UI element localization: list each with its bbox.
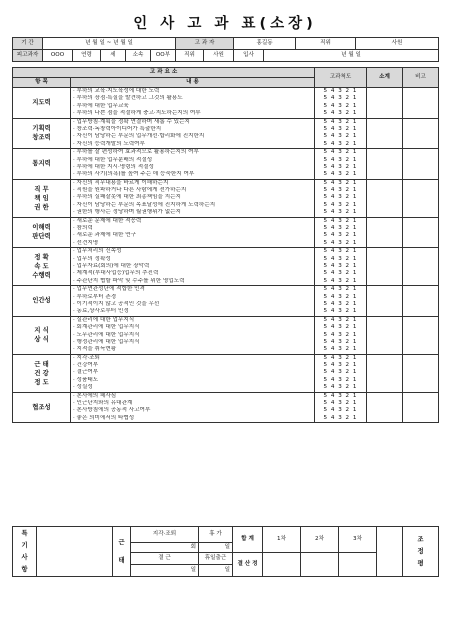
rating-scale[interactable]: 5 4 3 2 1 <box>323 140 358 147</box>
list-item: · 결근여부 <box>73 369 99 376</box>
list-item: · 업무방침·계획을 정확 연결하며 새롭 수 있는지 <box>73 118 190 125</box>
list-item: · 좋은 의미에서의 타협성 <box>73 414 135 421</box>
rating-scale[interactable]: 5 4 3 2 1 <box>323 232 358 239</box>
rank2-value: 사원 <box>204 50 234 62</box>
category-name: 협조성 <box>13 392 71 423</box>
special-notes-label: 특 기 사 항 <box>13 527 37 577</box>
dept-label: 소속 <box>126 50 151 62</box>
list-item: · 새로운 문제에 대한 적응력 <box>73 217 142 224</box>
rating-scale[interactable]: 5 4 3 2 1 <box>323 255 358 262</box>
list-item: · 자신의 능력개발의 노력여부 <box>73 140 145 147</box>
rating-scale[interactable]: 5 4 3 2 1 <box>323 400 358 407</box>
rating-scale[interactable]: 5 4 3 2 1 <box>323 110 358 117</box>
rating-scale[interactable]: 5 4 3 2 1 <box>323 262 358 269</box>
category-name: 통지력 <box>13 149 71 180</box>
rank2-label: 직위 <box>176 50 204 62</box>
category-row <box>13 286 439 317</box>
category-items <box>71 248 315 286</box>
rating-scale[interactable]: 5 4 3 2 1 <box>323 277 358 284</box>
rating-scale[interactable]: 5 4 3 2 1 <box>323 376 358 383</box>
list-item: · 성실성 <box>73 384 93 391</box>
item-header: 항 목 <box>13 78 71 88</box>
rating-scale[interactable]: 5 4 3 2 1 <box>323 225 358 232</box>
final-first <box>263 553 301 577</box>
rating-scale[interactable]: 5 4 3 2 1 <box>323 149 358 156</box>
subtotal-cell[interactable] <box>367 118 403 149</box>
category-row <box>13 217 439 248</box>
rating-scale[interactable]: 5 4 3 2 1 <box>323 239 358 246</box>
list-item: · 행정관리에 대한 업무지식 <box>73 338 140 345</box>
rating-scale[interactable]: 5 4 3 2 1 <box>323 217 358 224</box>
remark-cell[interactable] <box>403 354 439 392</box>
list-item: · 지각·조퇴 <box>73 354 100 361</box>
rating-scale[interactable]: 5 4 3 2 1 <box>323 392 358 399</box>
list-item: · 부하에 대한 지시·명령의 적절성 <box>73 163 154 170</box>
rank-label: 직위 <box>296 38 356 50</box>
rating-scale[interactable]: 5 4 3 2 1 <box>323 156 358 163</box>
rating-scale[interactable]: 5 4 3 2 1 <box>323 300 358 307</box>
list-item: · 부하의 나쁜 점을 적절하게 충고·지도하는지의 여부 <box>73 110 201 117</box>
remark-cell[interactable] <box>403 217 439 248</box>
remark-header: 비고 <box>403 68 439 88</box>
list-item: · 부하에 대한 업무교육 <box>73 102 129 109</box>
list-item: · 자신이 담당하는 부문의 목표달성에 진지하게 노력하는지 <box>73 201 216 208</box>
list-item: · 주관단지 협할 파악 및 수주를 위한 영업노력 <box>73 277 185 284</box>
list-item: · 성품태도 <box>73 376 99 383</box>
rating-scale[interactable]: 5 4 3 2 1 <box>323 125 358 132</box>
scale-cell <box>315 179 367 217</box>
list-item: · 새로운 과제에 대한 연구 <box>73 232 136 239</box>
rating-scale[interactable]: 5 4 3 2 1 <box>323 102 358 109</box>
list-item: · 본사에의 헤사심 <box>73 392 117 399</box>
list-item: · 업무처리의 신속성 <box>73 248 122 255</box>
rating-scale[interactable]: 5 4 3 2 1 <box>323 286 358 293</box>
subtotal-cell[interactable] <box>367 316 403 354</box>
rating-scale[interactable]: 5 4 3 2 1 <box>323 354 358 361</box>
rating-scale[interactable]: 5 4 3 2 1 <box>323 248 358 255</box>
scale-cell <box>315 217 367 248</box>
final-third <box>339 553 377 577</box>
category-name: 이해력 판단력 <box>13 217 71 248</box>
category-row <box>13 316 439 354</box>
rating-scale[interactable]: 5 4 3 2 1 <box>323 163 358 170</box>
subtotal-cell[interactable] <box>367 248 403 286</box>
subtotal-cell[interactable] <box>367 149 403 180</box>
total-label: 합 계 <box>233 527 263 553</box>
absence-days: 일 <box>131 565 199 577</box>
special-notes-content <box>37 527 113 577</box>
category-row <box>13 179 439 217</box>
second-label: 2차 <box>301 527 339 553</box>
late-early-label: 지각·조퇴 <box>131 527 199 543</box>
rating-scale[interactable]: 5 4 3 2 1 <box>323 346 358 353</box>
category-group-header: 고 과 요 소 <box>13 68 315 78</box>
appraisee-label: 피고과자 <box>13 50 43 62</box>
scale-cell <box>315 149 367 180</box>
list-item: · 업무의 정확성 <box>73 255 111 262</box>
category-name: 인간성 <box>13 286 71 317</box>
rating-scale[interactable]: 5 4 3 2 1 <box>323 384 358 391</box>
rating-scale[interactable]: 5 4 3 2 1 <box>323 308 358 315</box>
rating-scale[interactable]: 5 4 3 2 1 <box>323 293 358 300</box>
rating-scale[interactable]: 5 4 3 2 1 <box>323 338 358 345</box>
category-row <box>13 149 439 180</box>
adjust-label: 조 정 평 <box>403 527 439 577</box>
appraiser-name: 홍길동 <box>234 38 296 50</box>
list-item: · 노무관리에 대한 업무지식 <box>73 331 140 338</box>
period-value: 년 월 일 ~ 년 월 일 <box>43 38 176 50</box>
subtotal-cell[interactable] <box>367 179 403 217</box>
page-title: 인 사 고 과 표(소장) <box>133 16 317 32</box>
list-item: · 자신의 직무내용을 바르게 이해하는지 <box>73 179 169 186</box>
list-item: · 업무자료(회의)에 대한 장악력 <box>73 262 150 269</box>
vacation-days: 일 <box>199 543 233 553</box>
list-item: · 실관리에 대한 업무지식 <box>73 316 135 323</box>
category-row <box>13 118 439 149</box>
category-items <box>71 217 315 248</box>
subtotal-cell[interactable] <box>367 354 403 392</box>
rank-value: 사원 <box>356 38 439 50</box>
holiday-work-label: 휴일출근 <box>199 553 233 565</box>
scale-cell <box>315 354 367 392</box>
absence-label: 결 근 <box>131 553 199 565</box>
list-item: · 이기적이지 않고 공적인 것을 우선 <box>73 300 160 307</box>
remark-cell[interactable] <box>403 286 439 317</box>
list-item: · 부하의 실패잘못에 대한 최종책임을 지는지 <box>73 194 181 201</box>
scale-cell <box>315 88 367 119</box>
first-label: 1차 <box>263 527 301 553</box>
subtotal-cell[interactable] <box>367 286 403 317</box>
footer-table <box>12 526 439 577</box>
scale-cell <box>315 248 367 286</box>
list-item: · 창조력·독창력아이디어가 특출한지 <box>73 125 162 132</box>
list-item: · 부하에 대한 업무분배의 적절성 <box>73 156 153 163</box>
list-item: · 자신이 담당하는 부문의 업무개선·합리화에 진지한지 <box>73 133 205 140</box>
scale-cell <box>315 316 367 354</box>
category-name: 근 태 건 강 정 도 <box>13 354 71 392</box>
category-name: 기획력 창조력 <box>13 118 71 149</box>
rating-scale[interactable]: 5 4 3 2 1 <box>323 316 358 323</box>
remark-cell[interactable] <box>403 248 439 286</box>
list-item: · 권한의 행사는 정당하며 월권행위가 없는지 <box>73 209 181 216</box>
scale-cell <box>315 286 367 317</box>
list-item: · 선견지명 <box>73 239 99 246</box>
rating-scale[interactable]: 5 4 3 2 1 <box>323 187 358 194</box>
rating-scale[interactable]: 5 4 3 2 1 <box>323 209 358 216</box>
rating-scale[interactable]: 5 4 3 2 1 <box>323 133 358 140</box>
appraiser-label: 고 과 자 <box>176 38 234 50</box>
scale-cell <box>315 392 367 423</box>
rating-scale[interactable]: 5 4 3 2 1 <box>323 324 358 331</box>
remark-cell[interactable] <box>403 392 439 423</box>
list-item: · 회계관리에 대한 업무지식 <box>73 324 140 331</box>
list-item: · 부하를 잘 편성하여 효과적으로 활용하는지의 여부 <box>73 149 199 156</box>
subtotal-cell[interactable] <box>367 392 403 423</box>
category-items <box>71 286 315 317</box>
list-item: · 참의력 <box>73 225 93 232</box>
dept-value: OO부 <box>151 50 176 62</box>
category-items <box>71 118 315 149</box>
final-label: 결 산 정 <box>233 553 263 577</box>
scale-header: 고과척도 <box>315 68 367 88</box>
list-item: · 인근단지와의 유대관계 <box>73 400 133 407</box>
category-name: 정 확 속 도 수행력 <box>13 248 71 286</box>
remark-cell[interactable] <box>403 88 439 119</box>
rating-scale[interactable]: 5 4 3 2 1 <box>323 407 358 414</box>
subtotal-cell[interactable] <box>367 88 403 119</box>
remark-cell[interactable] <box>403 149 439 180</box>
age-label: 연령 <box>73 50 101 62</box>
category-items <box>71 149 315 180</box>
list-item: · 부하로부터 존경 <box>73 293 117 300</box>
rating-scale[interactable]: 5 4 3 2 1 <box>323 118 358 125</box>
age-unit: 세 <box>101 50 126 62</box>
rating-scale[interactable]: 5 4 3 2 1 <box>323 194 358 201</box>
list-item: · 제계적(부대사업등)업무의 추진력 <box>73 270 159 277</box>
remark-cell[interactable] <box>403 179 439 217</box>
rating-scale[interactable]: 5 4 3 2 1 <box>323 179 358 186</box>
list-item: · 직원을 원파하거나 다른 사람에게 전가하는지 <box>73 187 187 194</box>
list-item: · 부하의 교육·지도육성에 대한 노력 <box>73 88 160 94</box>
late-early-times: 회 <box>131 543 199 553</box>
remark-cell[interactable] <box>403 118 439 149</box>
list-item: · 동료,상사로부터 인정 <box>73 308 129 315</box>
list-item: · 부하의 사기(의욕)를 높여 주는 데 능숙한지 여부 <box>73 171 195 178</box>
final-second <box>301 553 339 577</box>
rating-scale[interactable]: 5 4 3 2 1 <box>323 369 358 376</box>
attendance-label: 근 태 <box>113 527 131 577</box>
category-row <box>13 354 439 392</box>
subtotal-header: 소계 <box>367 68 403 88</box>
adjust-blank <box>377 527 403 577</box>
rating-scale[interactable]: 5 4 3 2 1 <box>323 171 358 178</box>
category-items <box>71 354 315 392</box>
category-items <box>71 392 315 423</box>
list-item: · 지적을 취득현황 <box>73 346 117 353</box>
rating-scale[interactable]: 5 4 3 2 1 <box>323 331 358 338</box>
category-items <box>71 88 315 119</box>
hire-label: 입사 <box>234 50 264 62</box>
appraisee-name: OOO <box>43 50 73 62</box>
rating-scale[interactable]: 5 4 3 2 1 <box>323 270 358 277</box>
category-items <box>71 316 315 354</box>
appraisal-table <box>12 67 439 423</box>
category-row <box>13 88 439 119</box>
remark-cell[interactable] <box>403 316 439 354</box>
third-label: 3차 <box>339 527 377 553</box>
category-name: 지 식 상 식 <box>13 316 71 354</box>
header-table <box>12 37 439 62</box>
period-label: 기 간 <box>13 38 43 50</box>
hire-value: 년 월 일 <box>264 50 439 62</box>
category-row <box>13 248 439 286</box>
subtotal-cell[interactable] <box>367 217 403 248</box>
list-item: · 부하의 장점·특질을 발견하고 그것의 활용도 <box>73 95 183 102</box>
category-row <box>13 392 439 423</box>
content-header: 내 용 <box>71 78 315 88</box>
holiday-work-days: 일 <box>199 565 233 577</box>
category-items <box>71 179 315 217</box>
rating-scale[interactable]: 5 4 3 2 1 <box>323 414 358 421</box>
rating-scale[interactable]: 5 4 3 2 1 <box>323 88 358 94</box>
rating-scale[interactable]: 5 4 3 2 1 <box>323 201 358 208</box>
category-name: 지도력 <box>13 88 71 119</box>
list-item: · 건강여부 <box>73 362 99 369</box>
list-item: · 업무연관성단에 적합한 인격 <box>73 286 145 293</box>
rating-scale[interactable]: 5 4 3 2 1 <box>323 95 358 102</box>
category-name: 직 무 책 임 권 한 <box>13 179 71 217</box>
list-item: · 본사방침에의 공동적 사고여부 <box>73 407 151 414</box>
scale-cell <box>315 118 367 149</box>
vacation-label: 휴 가 <box>199 527 233 543</box>
rating-scale[interactable]: 5 4 3 2 1 <box>323 362 358 369</box>
